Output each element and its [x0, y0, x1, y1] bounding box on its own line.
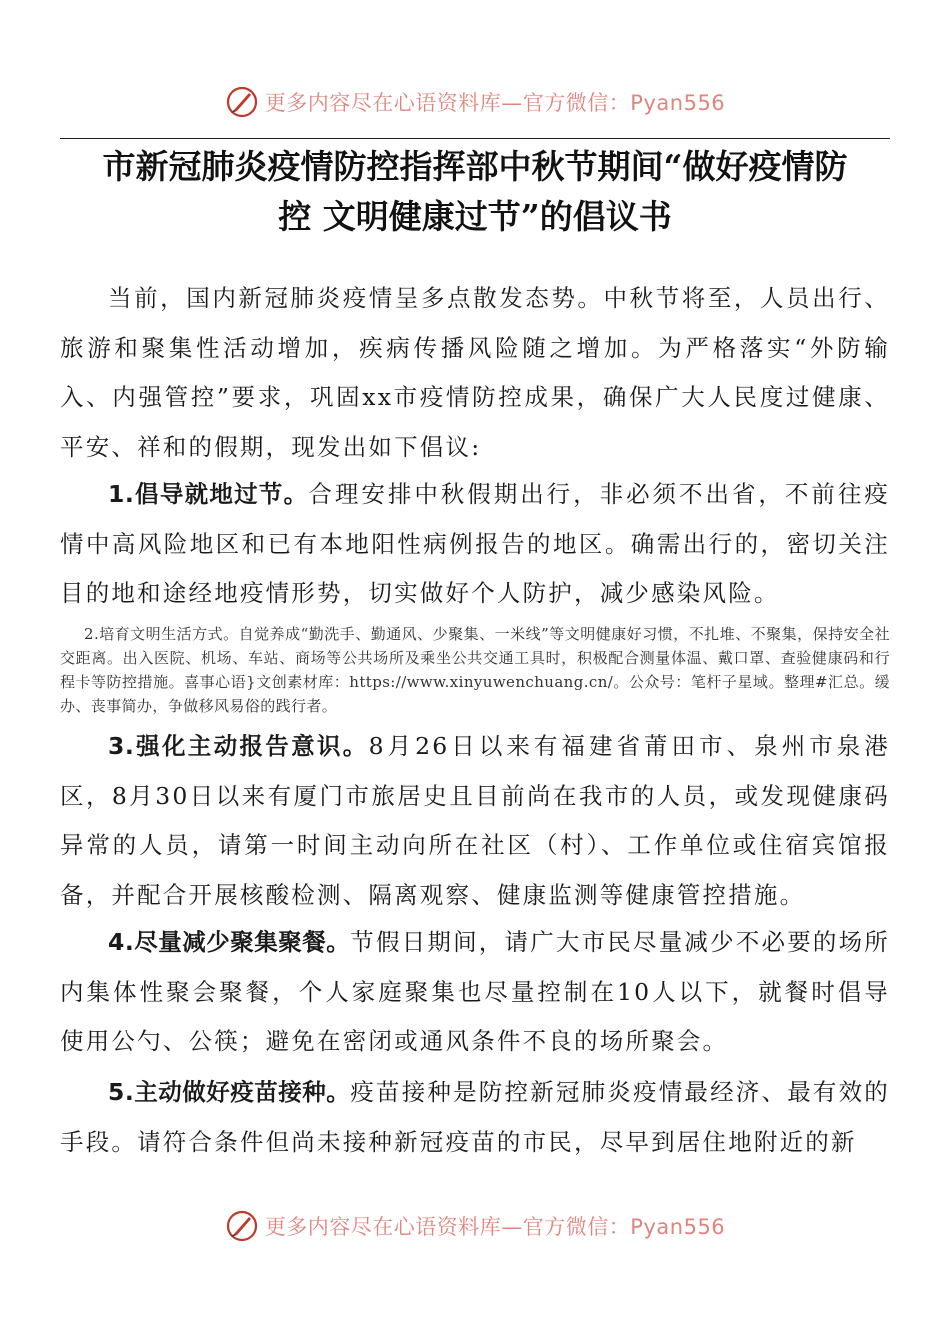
item-1-paragraph [60, 470, 890, 619]
title-line-2: 控 文明健康过节”的倡议书 [278, 197, 672, 236]
item-4-body: 节假日期间，请广大市民尽量减少不必要的场所内集体性聚会聚餐，个人家庭聚集也尽量控制在10人以下，就餐时倡导使用公勺、公筷；避免在密闭或通风条件不良的场所聚会。 [60, 928, 891, 1055]
watermark-header [0, 84, 950, 120]
item-4-paragraph [60, 918, 890, 1067]
item-1-heading: 1.倡导就地过节。 [108, 480, 309, 508]
watermark-footer [0, 1208, 950, 1244]
item-3-heading: 3.强化主动报告意识。 [108, 732, 369, 760]
item-5-heading: 5.主动做好疫苗接种。 [108, 1078, 351, 1106]
item-5-body: 疫苗接种是防控新冠肺炎疫情最经济、最有效的手段。请符合条件但尚未接种新冠疫苗的市民，尽早到居住地附近的新 [60, 1078, 891, 1156]
item-5-paragraph [60, 1068, 890, 1167]
quill-logo-icon [225, 1209, 259, 1243]
header-divider [60, 138, 890, 139]
item-3-paragraph [60, 722, 890, 920]
intro-paragraph: 当前，国内新冠肺炎疫情呈多点散发态势。中秋节将至，人员出行、旅游和聚集性活动增加，疾病传播风险随之增加。为严格落实“外防输入、内强管控”要求，巩固xx市疫情防控成果，确保广大人民度过健康、平安、祥和的假期，现发出如下倡议: [60, 284, 890, 461]
item-4-heading: 4.尽量减少聚集聚餐。 [108, 928, 351, 956]
item-1-body: 合理安排中秋假期出行，非必须不出省，不前往疫情中高风险地区和已有本地阳性病例报告的地区。确需出行的，密切关注目的地和途经地疫情形势，切实做好个人防护，减少感染风险。 [60, 480, 890, 607]
document-title [60, 142, 890, 242]
item-2-paragraph [60, 622, 890, 718]
item-3-body: 8月26日以来有福建省莆田市、泉州市泉港区，8月30日以来有厦门市旅居史且目前尚在我市的人员，或发现健康码异常的人员，请第一时间主动向所在社区（村）、工作单位或住宿宾馆报备，并配合开展核酸检测、隔离观察、健康监测等健康管控措施。 [60, 732, 890, 909]
item-2-body: 2.培育文明生活方式。自觉养成“勤洗手、勤通风、少聚集、一米线”等文明健康好习惯，不扎堆、不聚集，保持安全社交距离。出入医院、机场、车站、商场等公共场所及乘坐公共交通工具时，积极配合测量体温、戴口罩、查验健康码和行程卡等防控措施。喜事心语}文创素材库：https://www.xinyuwenchuang.cn/。公众号：笔杆子星域。整理#汇总。缓办、丧事简办，争做移风易俗的践行者。 [60, 625, 890, 715]
title-line-1: 市新冠肺炎疫情防控指挥部中秋节期间“做好疫情防 [102, 147, 848, 186]
watermark-text: 更多内容尽在心语资料库—官方微信：Pyan556 [264, 1215, 726, 1239]
quill-logo-icon [225, 85, 259, 119]
watermark-text: 更多内容尽在心语资料库—官方微信：Pyan556 [264, 91, 726, 115]
